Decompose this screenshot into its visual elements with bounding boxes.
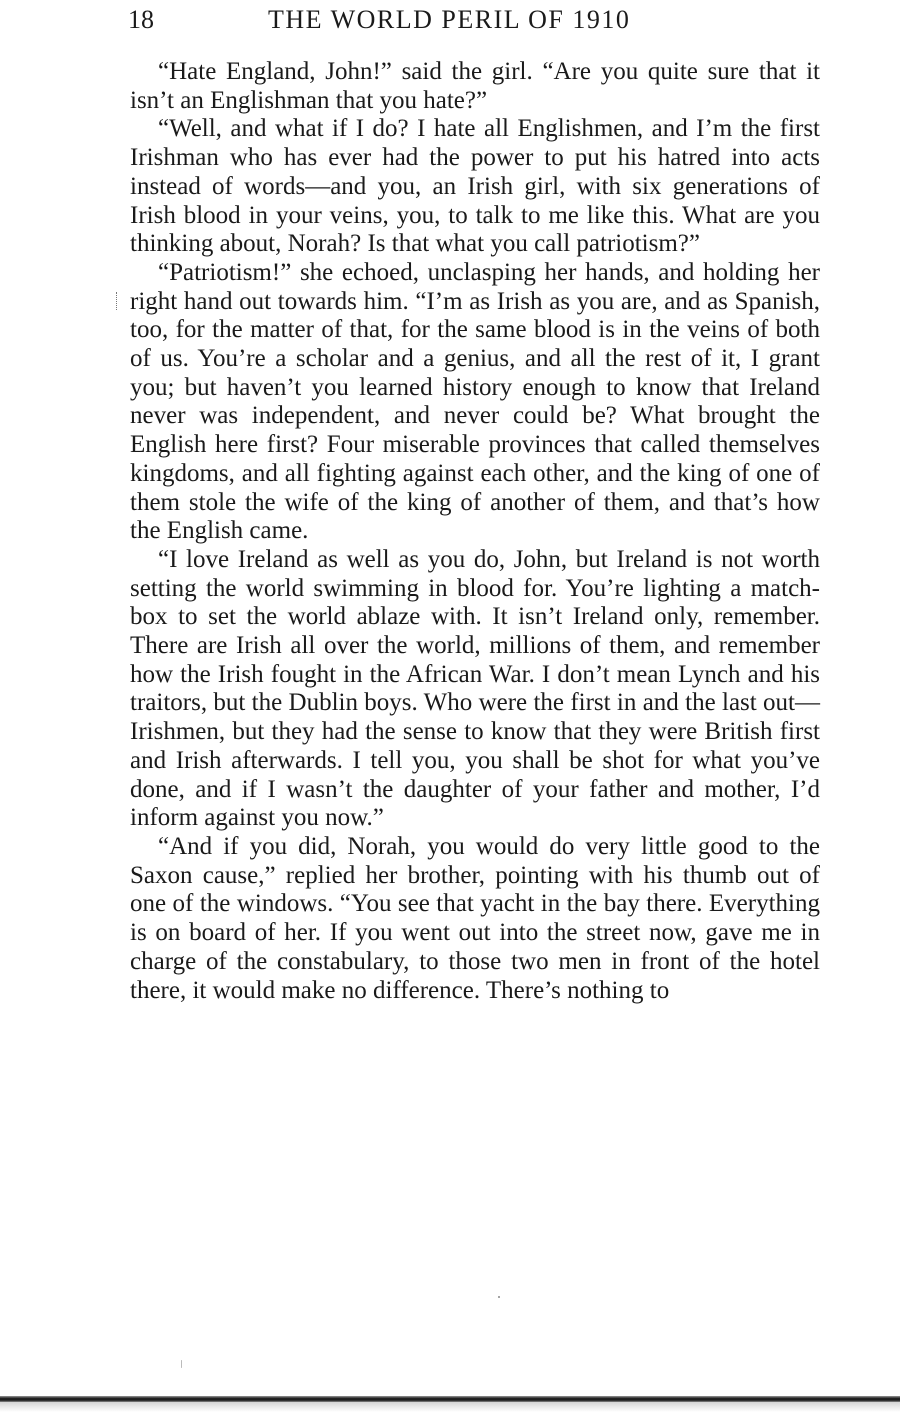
body-text <box>130 58 820 1005</box>
page-number: 18 <box>128 5 154 34</box>
paragraph: “I love Ireland as well as you do, John, but Ireland is not worth setting the world swimming in blood for. You’re lighting a match-box to set the world ablaze with. It isn’t Ireland only, remember. There are Irish all over the world, millions of them, and remember how the Irish fought in the African War. I don’t mean Lynch and his traitors, but the Dublin boys. Who were the first in and the last out—Irishmen, but they had the sense to know that they were British first and Irish afterwards. I tell you, you shall be shot for what you’ve done, and if I wasn’t the daughter of your father and mother, I’d inform against you now.” <box>130 545 820 832</box>
running-head <box>128 4 688 36</box>
scan-speck <box>498 1296 500 1298</box>
scan-speck <box>181 1360 182 1368</box>
running-title: THE WORLD PERIL OF 1910 <box>268 5 631 34</box>
paragraph: “Hate England, John!” said the girl. “Are you quite sure that it isn’t an Englishman that you hate?” <box>130 58 820 114</box>
paragraph: “And if you did, Norah, you would do very little good to the Saxon cause,” replied her brother, pointing with his thumb out of one of the windows. “You see that yacht in the bay there. Everything is on board of her. If you went out into the street now, gave me in charge of the constabulary, to those two men in front of the hotel there, it would make no difference. There’s nothing to <box>130 832 820 1004</box>
paragraph: “Well, and what if I do? I hate all Englishmen, and I’m the first Irishman who has ever had the power to put his hatred into acts instead of words—and you, an Irish girl, with six generations of Irish blood in your veins, you, to talk to me like this. What are you thinking about, Norah? Is that what you call patriotism?” <box>130 115 820 258</box>
scan-edge-shadow <box>0 1402 900 1412</box>
scan-artifact-mark <box>116 292 119 310</box>
paragraph: “Patriotism!” she echoed, unclasping her hands, and holding her right hand out towards him. “I’m as Irish as you are, and as Spanish, too, for the matter of that, for the same blood is in the veins of both of us. You’re a scholar and a genius, and all the rest of it, I grant you; but haven’t you learned history enough to know that Ireland never was independent, and never could be? What brought the English here first? Four miserable provinces that called themselves kingdoms, and all fighting against each other, and the king of one of them stole the wife of the king of another of them, and that’s how the English came. <box>130 258 820 545</box>
